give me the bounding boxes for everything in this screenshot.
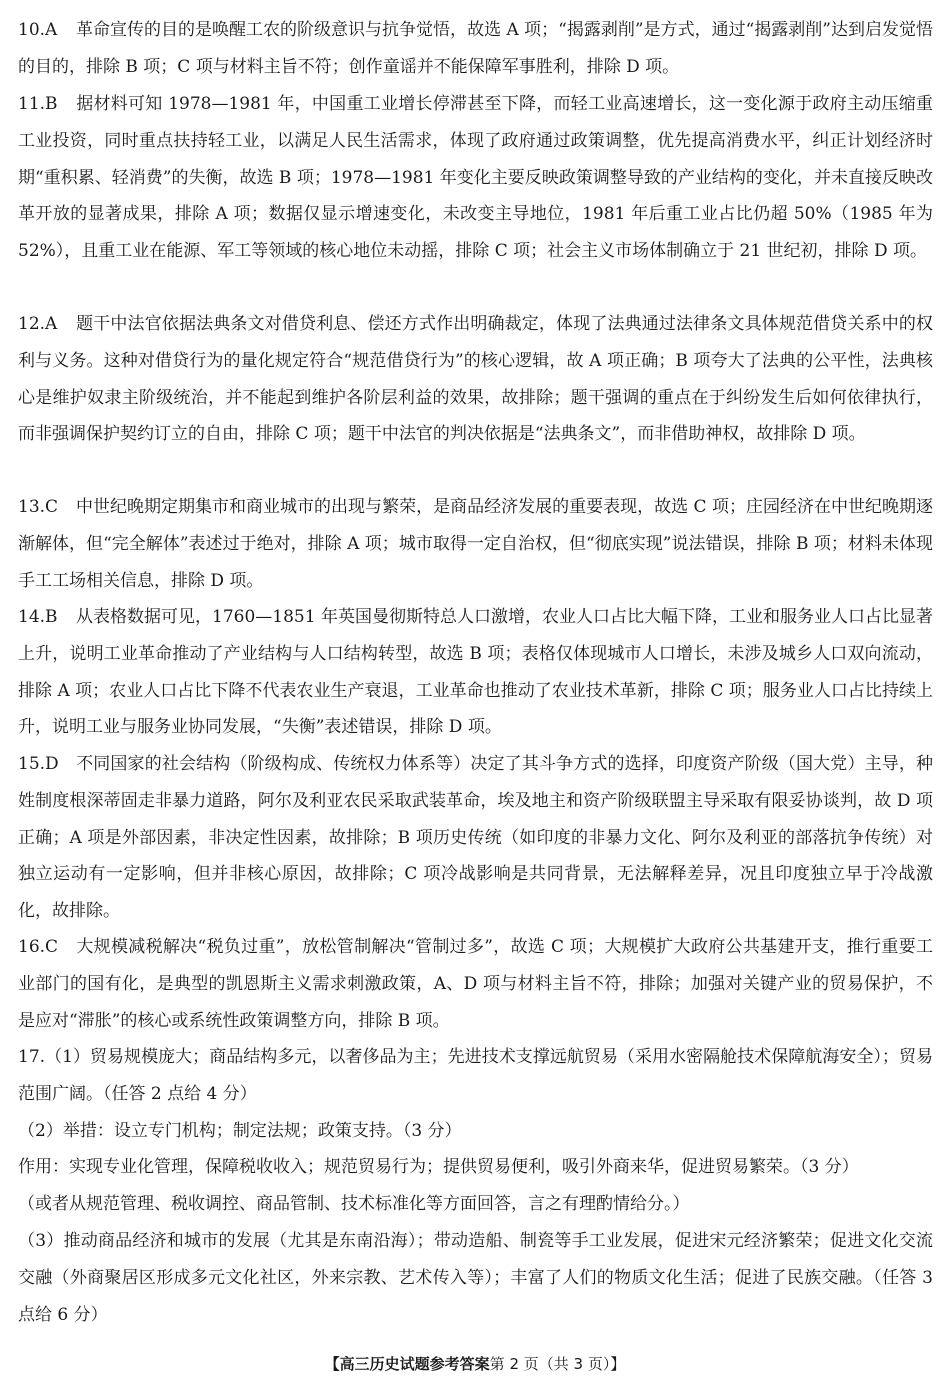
answer-number: 17. (18, 1047, 46, 1067)
answer-17-part-2: （2）举措：设立专门机构；制定法规；政策支持。（3 分） (18, 1120, 462, 1141)
answer-17-part-3: （3）推动商品经济和城市的发展（尤其是东南沿海）；带动造船、制瓷等手工业发展，促进宋元经济繁荣；促进文化交流交融（外商聚居区形成多元文化社区，外来宗教、艺术传入等）；丰富了人们的物质文化生活；促进了民族交融。（任答 3 点给 6 分） (18, 1230, 933, 1325)
answer-text: 不同国家的社会结构（阶级构成、传统权力体系等）决定了其斗争方式的选择，印度资产阶级（国大党）主导，种姓制度根深蒂固走非暴力道路，阿尔及利亚农民采取武装革命，埃及地主和资产阶级联盟主导采取有限妥协谈判，故 D 项正确；A 项是外部因素，非决定性因素，故排除；B 项历史传统（如印度的非暴力文化、阿尔及利亚的部落抗争传统）对独立运动有一定影响，但并非核心原因，故排除；C 项冷战影响是共同背景，无法解释差异，况且印度独立早于冷战激化，故排除。 (18, 754, 933, 922)
answer-17-part-1: （1）贸易规模庞大；商品结构多元，以奢侈品为主；先进技术支撑远航贸易（采用水密隔舱技术保障航海安全）；贸易范围广阔。（任答 2 点给 4 分） (18, 1047, 933, 1104)
answer-text: 题干中法官依据法典条文对借贷利息、偿还方式作出明确裁定，体现了法典通过法律条文具体规范借贷关系中的权利与义务。这种对借贷行为的量化规定符合“规范借贷行为”的核心逻辑，故 A 项正确；B 项夸大了法典的公平性，法典核心是维护奴隶主阶级统治，并不能起到维护各阶层利益的效果，故排除；题干强调的重点在于纠纷发生后如何依律执行，而非强调保护契约订立的自由，排除 C 项；题干中法官的判决依据是“法典条文”，而非借助神权，故排除 D 项。 (18, 314, 933, 445)
answer-text: 大规模减税解决“税负过重”，放松管制解决“管制过多”，故选 C 项；大规模扩大政府公共基建开支，推行重要工业部门的国有化，是典型的凯恩斯主义需求刺激政策，A、D 项与材料主旨不符，排除；加强对关键产业的贸易保护，不是应对“滞胀”的核心或系统性政策调整方向，排除 B 项。 (18, 937, 933, 1031)
footer-page-number: 第 2 页（共 3 页）】 (489, 1355, 626, 1373)
answer-12 (18, 306, 933, 453)
answer-17 (18, 1039, 933, 1333)
answer-10 (18, 12, 933, 86)
answer-number: 11.B (18, 94, 58, 114)
answer-17-part-2-note: （或者从规范管理、税收调控、商品管制、技术标准化等方面回答，言之有理酌情给分。） (18, 1194, 690, 1215)
answer-text: 中世纪晚期定期集市和商业城市的出现与繁荣，是商品经济发展的重要表现，故选 C 项；庄园经济在中世纪晚期逐渐解体，但“完全解体”表述过于绝对，排除 A 项；城市取得一定自治权，但“彻底实现”说法错误，排除 B 项；材料未体现手工工场相关信息，排除 D 项。 (18, 497, 933, 591)
answer-number: 16.C (18, 937, 59, 957)
answer-number: 12.A (18, 314, 58, 334)
answer-text: 革命宣传的目的是唤醒工农的阶级意识与抗争觉悟，故选 A 项；“揭露剥削”是方式，通过“揭露剥削”达到启发觉悟的目的，排除 B 项；C 项与材料主旨不符；创作童谣并不能保障军事胜利，排除 D 项。 (18, 20, 933, 77)
answer-11 (18, 86, 933, 270)
answer-text: 据材料可知 1978—1981 年，中国重工业增长停滞甚至下降，而轻工业高速增长，这一变化源于政府主动压缩重工业投资，同时重点扶持轻工业，以满足人民生活需求，体现了政府通过政策调整，优先提高消费水平，纠正计划经济时期“重积累、轻消费”的失衡，故选 B 项；1978—1981 年变化主要反映政策调整导致的产业结构的变化，并未直接反映改革开放的显著成果，排除 A 项；数据仅显示增速变化，未改变主导地位，1981 年后重工业占比仍超 50%（1985 年为 52%），且重工业在能源、军工等领域的核心地位未动摇，排除 C 项；社会主义市场体制确立于 21 世纪初，排除 D 项。 (18, 94, 933, 262)
answer-15 (18, 746, 933, 930)
answer-16 (18, 929, 933, 1039)
answer-14 (18, 599, 933, 746)
answer-number: 15.D (18, 754, 59, 774)
answer-17-part-2-effect: 作用：实现专业化管理，保障税收收入；规范贸易行为；提供贸易便利，吸引外商来华，促进贸易繁荣。（3 分） (18, 1157, 859, 1178)
answer-number: 10.A (18, 20, 58, 40)
answer-text: 从表格数据可见，1760—1851 年英国曼彻斯特总人口激增，农业人口占比大幅下降，工业和服务业人口占比显著上升，说明工业革命推动了产业结构与人口结构转型，故选 B 项；表格仅体现城市人口增长，未涉及城乡人口双向流动，排除 A 项；农业人口占比下降不代表农业生产衰退，工业革命也推动了农业技术革新，排除 C 项；服务业人口占比持续上升，说明工业与服务业协同发展，“失衡”表述错误，排除 D 项。 (18, 607, 933, 738)
footer-title: 【高三历史试题参考答案 (324, 1355, 490, 1373)
answer-13 (18, 489, 933, 599)
answer-number: 13.C (18, 497, 59, 517)
page-footer (0, 1352, 950, 1376)
answer-number: 14.B (18, 607, 58, 627)
